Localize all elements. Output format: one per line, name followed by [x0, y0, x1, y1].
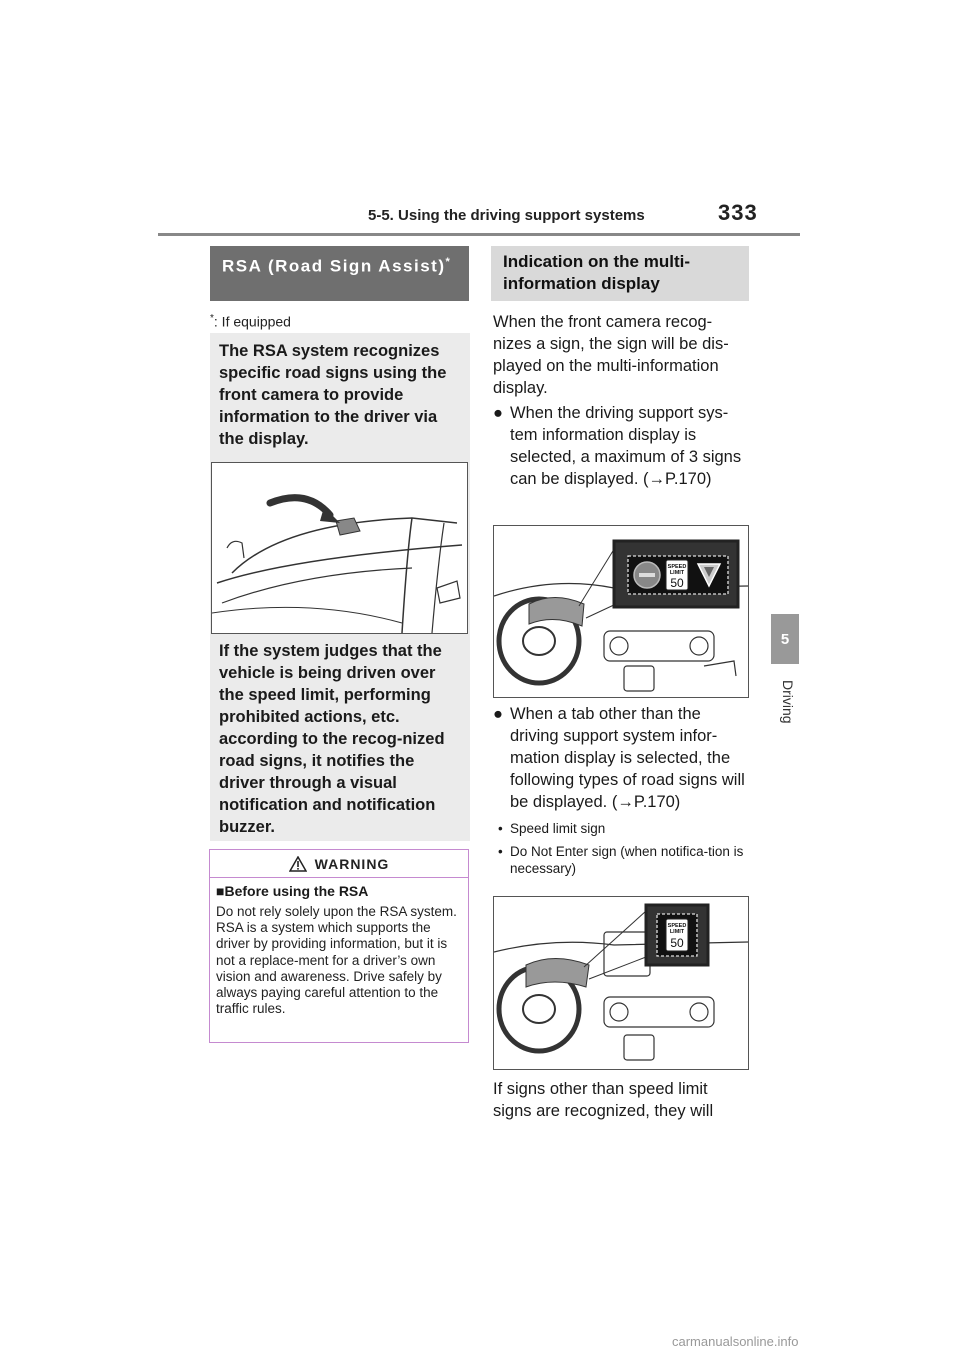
section-title: 5-5. Using the driving support systems: [368, 207, 645, 224]
footnote-text: : If equipped: [213, 313, 291, 330]
speed-limit-notification-text: If the system judges that the vehicle is being driven over the speed limit, performing prohibited actions, etc. according to the recog-nized road signs, it notifies the driver through a visual notification and notification buzzer.: [219, 642, 445, 836]
rsa-heading: [210, 246, 469, 301]
chapter-tab-number: 5: [771, 614, 799, 664]
bullet-text: When the driving support sys-tem information display is selected, a maximum of 3 signs can be displayed. (→P.170): [510, 404, 742, 488]
dashboard-svg: [494, 526, 748, 697]
warning-square-marker: ■: [216, 883, 225, 899]
list-item: [498, 843, 748, 877]
header-rule: [158, 233, 800, 236]
warning-triangle-icon: [289, 856, 307, 872]
chapter-tab-label: [772, 680, 800, 750]
intro-text: The RSA system recognizes specific road signs using the front camera to provide information to the driver via the display.: [219, 342, 447, 448]
page-number: 333: [718, 200, 758, 225]
sign-speed-text: SPEED: [667, 923, 687, 929]
bullet-text: When a tab other than the driving support system infor-mation display is selected, the following types of road signs will be displayed. (→P.170): [510, 705, 745, 811]
warning-title: WARNING: [314, 855, 390, 872]
bullet-item: [493, 703, 751, 813]
sign-types-list: [498, 820, 748, 883]
indication-heading: Indication on the multi-information display: [491, 246, 749, 301]
rsa-heading-mark: *: [445, 256, 452, 268]
windshield-svg: [212, 463, 467, 633]
warning-subheading-text: Before using the RSA: [224, 883, 369, 899]
bullet-dot: ●: [493, 404, 503, 422]
sign-speed-value: 50: [670, 576, 684, 590]
sign-speed-value: 50: [670, 936, 684, 950]
sign-speed-text: SPEED: [667, 564, 687, 570]
sign-limit-text: LIMIT: [669, 570, 685, 576]
watermark: carmanualsonline.info: [672, 1334, 799, 1349]
rsa-heading-text: RSA (Road Sign Assist): [222, 256, 446, 276]
footnote: [210, 313, 291, 330]
indication-paragraph: When the front camera recog-nizes a sign, the sign will be dis-played on the multi-information display.: [493, 313, 729, 397]
footnote-mark: *: [210, 313, 214, 324]
sign-limit-text: LIMIT: [669, 929, 685, 935]
list-item-text: Do Not Enter sign (when notifica-tion is necessary): [510, 844, 744, 876]
mid-display-single-sign-illustration: [493, 896, 749, 1070]
bullet-item: [493, 402, 751, 490]
mid-display-three-signs-illustration: [493, 525, 749, 698]
list-item: [498, 820, 748, 837]
windshield-camera-illustration: [211, 462, 468, 634]
warning-header: [210, 850, 468, 878]
list-dot: •: [498, 844, 503, 859]
chapter-tab-text: Driving: [780, 680, 796, 724]
list-dot: •: [498, 821, 503, 836]
warning-subheading: [216, 883, 368, 899]
warning-body: Do not rely solely upon the RSA system. RSA is a system which supports the driver by providing information, but it is not a replace-ment for a driver’s own vision and awareness. Drive safely by always paying careful attention to the traffic rules.: [216, 904, 457, 1017]
other-signs-paragraph: If signs other than speed limit signs are recognized, they will: [493, 1080, 714, 1120]
bullet-dot: ●: [493, 705, 503, 723]
list-item-text: Speed limit sign: [510, 821, 606, 836]
dashboard-svg-2: [494, 897, 748, 1069]
